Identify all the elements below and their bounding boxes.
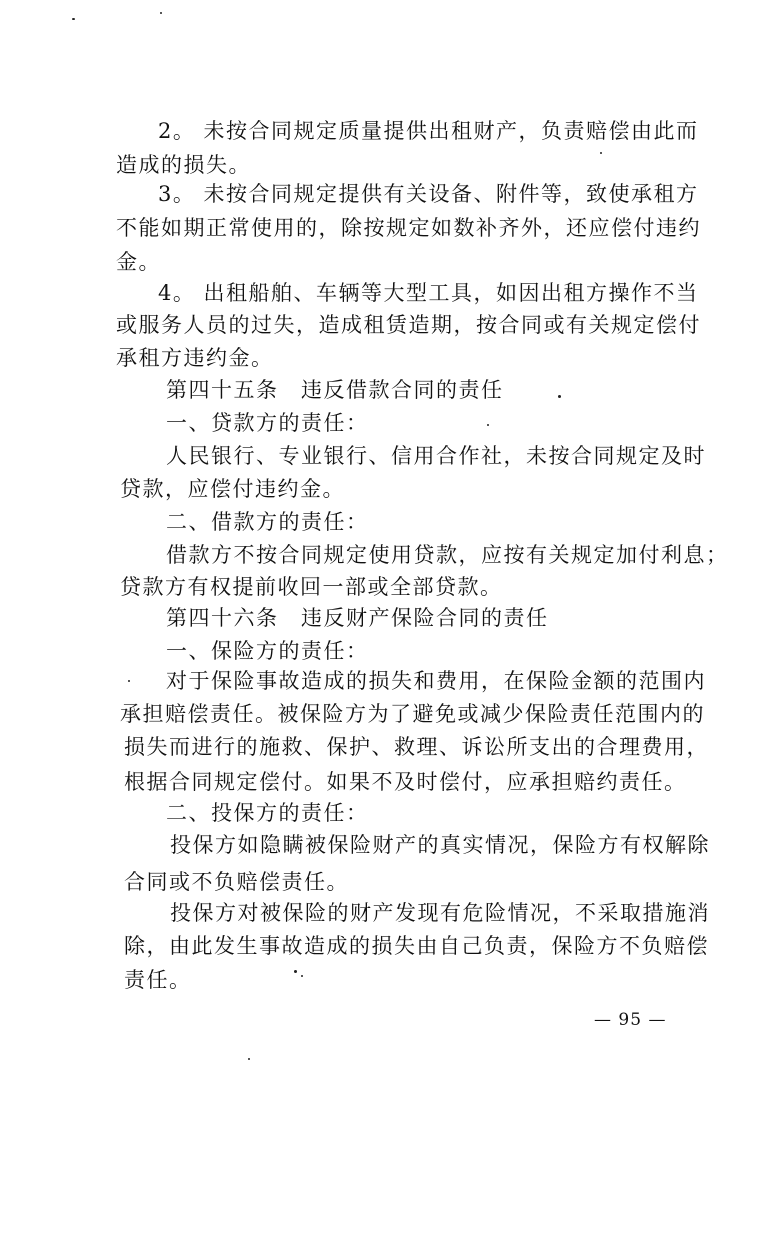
scan-speck	[301, 975, 303, 977]
text-line-21: 根据合同规定偿付。如果不及时偿付，应承担赔约责任。	[124, 770, 687, 794]
scan-speck	[600, 152, 602, 154]
text-line-3: 3。 未按合同规定提供有关设备、附件等，致使承租方	[158, 182, 699, 206]
text-line-20: 损失而进行的施救、保护、救理、诉讼所支出的合理费用，	[124, 735, 709, 759]
scan-speck	[72, 18, 75, 20]
text-line-7: 或服务人员的过失，造成租赁造期，按合同或有关规定偿付	[116, 313, 701, 337]
text-line-23: 投保方如隐瞒被保险财产的真实情况，保险方有权解除	[170, 833, 710, 857]
subheading-insured-duty: 二、投保方的责任：	[166, 801, 369, 825]
section-heading-45: 第四十五条 违反借款合同的责任	[166, 378, 504, 402]
scan-speck	[248, 1058, 250, 1060]
page-number: — 95 —	[594, 1010, 667, 1030]
scan-speck	[294, 970, 297, 973]
subheading-lender-duty: 一、贷款方的责任：	[166, 411, 369, 435]
scan-speck	[558, 395, 561, 398]
scan-speck	[160, 12, 162, 14]
text-line-1: 2。 未按合同规定质量提供出租财产，负责赔偿由此而	[158, 119, 699, 143]
text-line-4: 不能如期正常使用的，除按规定如数补齐外，还应偿付违约	[116, 216, 701, 240]
scan-speck	[487, 424, 489, 426]
text-line-5: 金。	[116, 250, 161, 274]
text-line-18: 对于保险事故造成的损失和费用，在保险金额的范围内	[166, 669, 706, 693]
text-line-11: 人民银行、专业银行、信用合作社，未按合同规定及时	[166, 444, 706, 468]
scan-speck	[128, 680, 130, 682]
text-line-8: 承租方违约金。	[116, 346, 274, 370]
text-line-2: 造成的损失。	[116, 153, 251, 177]
text-line-15: 贷款方有权提前收回一部或全部贷款。	[120, 575, 503, 599]
text-line-12: 贷款，应偿付违约金。	[120, 477, 345, 501]
subheading-insurer-duty: 一、保险方的责任：	[166, 639, 369, 663]
section-heading-46: 第四十六条 违反财产保险合同的责任	[166, 606, 549, 630]
text-line-25: 投保方对被保险的财产发现有危险情况，不采取措施消	[170, 901, 710, 925]
text-line-27: 责任。	[124, 968, 192, 992]
text-line-19: 承担赔偿责任。被保险方为了避免或减少保险责任范围内的	[120, 702, 705, 726]
text-line-14: 借款方不按合同规定使用贷款，应按有关规定加付利息；	[166, 543, 729, 567]
subheading-borrower-duty: 二、借款方的责任：	[166, 510, 369, 534]
text-line-26: 除，由此发生事故造成的损失由自己负责，保险方不负赔偿	[124, 934, 709, 958]
text-line-24: 合同或不负赔偿责任。	[124, 870, 349, 894]
text-line-6: 4。 出租船舶、车辆等大型工具，如因出租方操作不当	[158, 281, 699, 305]
